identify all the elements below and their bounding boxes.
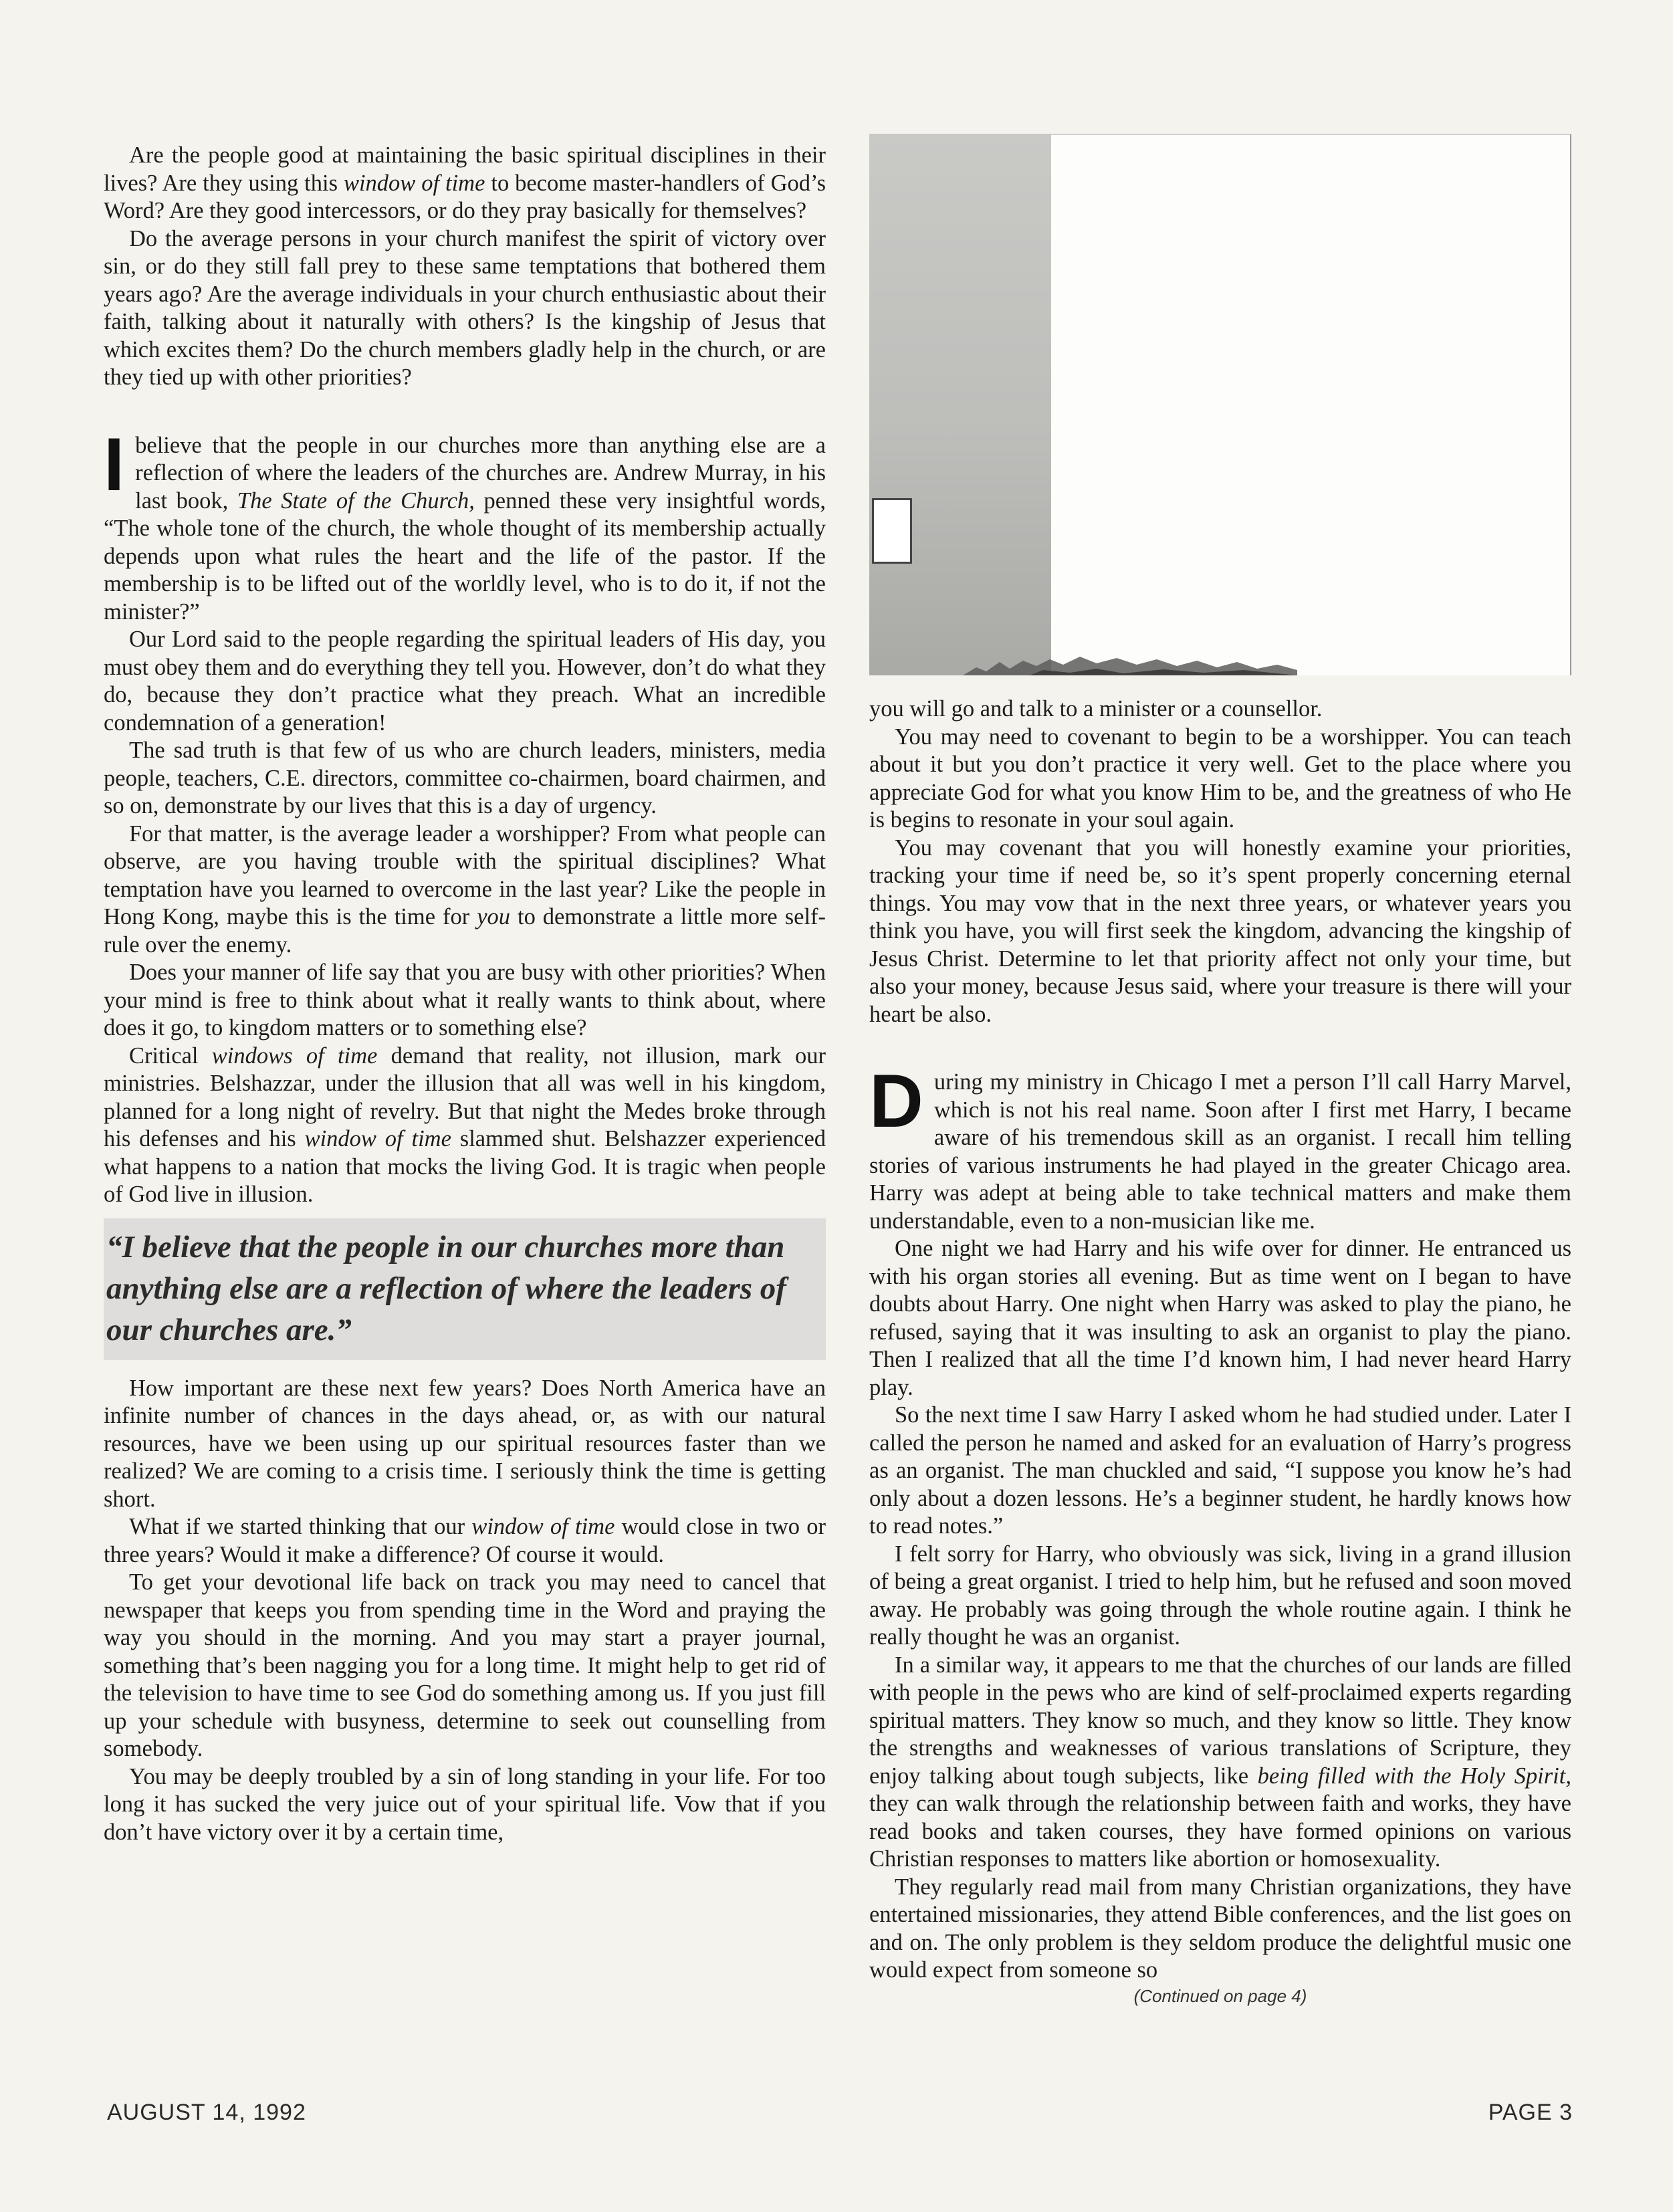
drop-cap-letter: I [104, 422, 125, 506]
body-paragraph: For that matter, is the average leader a worshipper? From what people can observe, are you having trouble with the spiritual disciplines? What temptation have you learned to overcome in the last year? Like the people in Hong Kong, maybe this is the time for you to demonstrate a little more self-rule over the enemy. [104, 820, 826, 958]
footer-date: AUGUST 14, 1992 [107, 2100, 306, 2125]
body-paragraph: In a similar way, it appears to me that the churches of our lands are filled with people in the pews who are kind of self-proclaimed experts regarding spiritual matters. They know so much, and they know so little. They know the strengths and weaknesses of various translations of Scripture, they enjoy talking about tough subjects, like being filled with the Holy Spirit, they can walk through the relationship between faith and works, they have read books and taken courses, they have formed opinions on various Christian responses to matters like abortion or homosexuality. [869, 1652, 1571, 1872]
body-paragraph: Does your manner of life say that you are busy with other priorities? When your mind is free to think about what it really wants to think about, where does it go, to kingdom matters or to something else? [104, 960, 826, 1040]
body-paragraph: You may covenant that you will honestly examine your priorities, tracking your time if need be, so it’s spent properly concerning eternal things. You may vow that in the next three years, or whatever years you think you have, you will first seek the kingdom, advancing the kingship of Jesus Christ. Determine to let that priority affect not only your time, but also your money, because Jesus said, where your treasure is there will your heart be also. [869, 835, 1571, 1027]
photo-window-light [1051, 134, 1571, 675]
body-paragraph: Do the average persons in your church manifest the spirit of victory over sin, or do they still fall prey to these same temptations that bothered them years ago? Are the average individuals in your church enthusiastic about their faith, talking about it naturally with others? Is the kingship of Jesus that which excites them? Do the church members gladly help in the church, or are they tied up with other priorities? [104, 225, 826, 390]
body-paragraph: You may need to covenant to begin to be a worshipper. You can teach about it but you don’t practice it very well. Get to the place where you appreciate God for what you know Him to be, and the greatness of who He is begins to resonate in your soul again. [869, 724, 1571, 833]
continued-note: (Continued on page 4) [1133, 1985, 1307, 2006]
body-paragraph: One night we had Harry and his wife over for dinner. He entranced us with his organ stories all evening. But as time went on I began to have doubts about Harry. One night when Harry was asked to play the piano, he refused, saying that it was insulting to ask an organist to play the piano. Then I realized that all the time I’d known him, I had never heard Harry play. [869, 1236, 1571, 1400]
right-column [869, 695, 1571, 2007]
left-column [104, 142, 826, 1846]
dropcap-paragraph-text: uring my ministry in Chicago I met a person I’ll call Harry Marvel, which is not his real name. Soon after I first met Harry, I became aware of his tremendous skill as an organist. I recall him telling stories of various instruments he had played in the greater Chicago area. Harry was adept at being able to take technical matters and make them understandable, even to a non-musician like me. [869, 1069, 1571, 1234]
body-paragraph: Our Lord said to the people regarding the spiritual leaders of His day, you must obey them and do everything they tell you. However, don’t do what they do, because they don’t practice what they preach. What an incredible condemnation of a generation! [104, 627, 826, 736]
body-paragraph: Critical windows of time demand that reality, not illusion, mark our ministries. Belshazzar, under the illusion that all was well in his kingdom, planned for a long night of revelry. But that night the Medes broke through his defenses and his window of time slammed shut. Belshazzer experienced what happens to a nation that mocks the living God. It is tragic when people of God live in illusion. [104, 1042, 826, 1207]
pull-quote: “I believe that the people in our churches more than anything else are a reflection of where the leaders of our churches are.” [104, 1218, 826, 1360]
footer-page-number: PAGE 3 [1488, 2100, 1573, 2125]
dropcap-paragraph [104, 422, 826, 627]
body-paragraph: What if we started thinking that our window of time would close in two or three years? Would it make a difference? Of course it would. [104, 1514, 826, 1567]
dropcap-paragraph [869, 1059, 1571, 1235]
photo-wall-shadow [869, 134, 1051, 675]
dropcap-paragraph-text: believe that the people in our churches more than anything else are a reflection of where the leaders of the churches are. Andrew Murray, in his last book, The State of the Church, penned these very insightful words, “The whole tone of the church, the whole thought of its membership actually depends upon what rules the heart and the life of the pastor. If the membership is to be lifted out of the worldly level, who is to do it, if not the minister?” [104, 432, 826, 625]
body-paragraph: You may be deeply troubled by a sin of long standing in your life. For too long it has sucked the very juice out of your spiritual life. Vow that if you don’t have victory over it by a certain time, [104, 1763, 826, 1845]
body-paragraph: Are the people good at maintaining the basic spiritual disciplines in their lives? Are they using this window of time to become master-handlers of God’s Word? Are they good intercessors, or do they pray basically for themselves? [104, 142, 826, 223]
body-paragraph: To get your devotional life back on track you may need to cancel that newspaper that keeps you from spending time in the Word and praying the way you should in the morning. And you may start a prayer journal, something that’s been nagging you for a long time. It might help to get rid of the television to have time to see God do something among us. If you just fill up your schedule with busyness, determine to seek out counselling from somebody. [104, 1569, 826, 1761]
body-paragraph: I felt sorry for Harry, who obviously was sick, living in a grand illusion of being a great organist. I tried to help him, but he refused and soon moved away. He probably was going through the whole routine again. I think he really thought he was an organist. [869, 1541, 1571, 1650]
body-paragraph: They regularly read mail from many Christian organizations, they have entertained missionaries, they attend Bible conferences, and the list goes on and on. The only problem is they seldom produce the delightful music one would expect from someone so [869, 1874, 1571, 1983]
body-paragraph: you will go and talk to a minister or a counsellor. [869, 696, 1323, 722]
article-photo [869, 134, 1570, 675]
photo-treeline [963, 642, 1297, 675]
body-paragraph: The sad truth is that few of us who are church leaders, ministers, media people, teachers, C.E. directors, committee co-chairmen, board chairmen, and so on, demonstrate by our lives that this is a day of urgency. [104, 738, 826, 818]
body-paragraph: How important are these next few years? Does North America have an infinite number of chances in the days ahead, or, as with our natural resources, have we been using up our spiritual resources faster than we realized? We are coming to a crisis time. I seriously think the time is getting short. [104, 1375, 826, 1512]
photo-picture-frame [872, 498, 912, 564]
drop-cap-letter: D [869, 1059, 923, 1143]
body-paragraph: So the next time I saw Harry I asked whom he had studied under. Later I called the person he named and asked for an evaluation of Harry’s progress as an organist. The man chuckled and said, “I suppose you know he’s had only about a dozen lessons. He’s a beginner student, he hardly knows how to read notes.” [869, 1402, 1571, 1539]
